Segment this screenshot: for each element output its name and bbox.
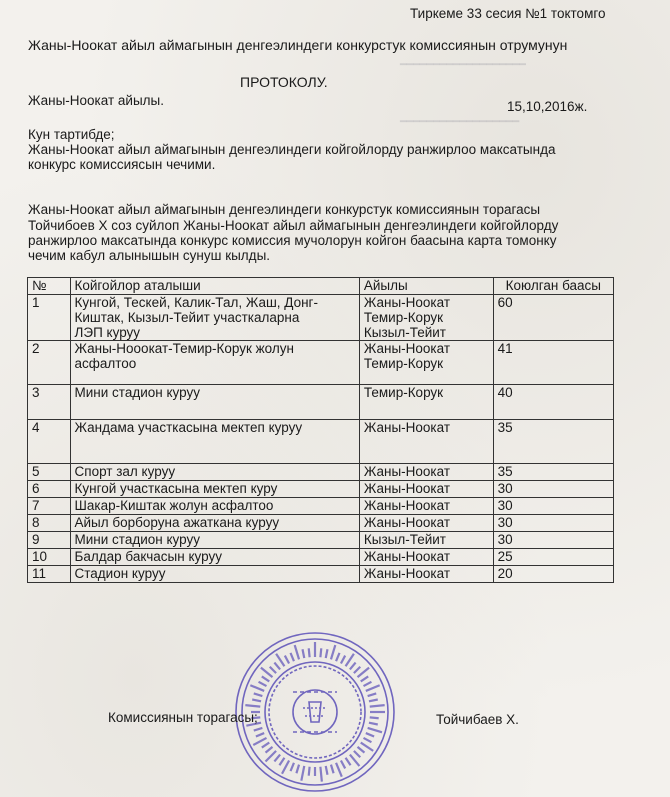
table-row [28, 498, 614, 515]
stamp-lettering-mark [370, 705, 385, 706]
signature-label: Комиссиянын торагасы; [108, 710, 258, 725]
village-line: Жаны-Ноокат [363, 341, 451, 356]
annex-reference: Тиркеме 33 сесия №1 токтомго [410, 6, 606, 21]
table-row [28, 295, 614, 341]
stamp-lettering-mark [366, 733, 374, 736]
name-line: ЛЭП куруу [74, 325, 141, 340]
stamp-lettering-mark [361, 676, 368, 681]
row-number: 11 [28, 566, 71, 583]
header-village: Айылы [359, 278, 493, 295]
row-village: Жаны-Ноокат [359, 498, 493, 515]
row-score: 25 [493, 549, 613, 566]
stamp-lettering-mark [366, 685, 380, 691]
stamp-lettering-mark [252, 700, 261, 702]
row-village: Темир-Корук [359, 385, 493, 420]
table-row [28, 566, 614, 583]
table-row [28, 420, 614, 464]
stamp-lettering-mark [259, 682, 267, 686]
bleed-through-text: ━━━━━━━━━━━━━━━━━━ [400, 116, 520, 128]
row-score: 41 [493, 341, 613, 385]
stamp-lettering-mark [361, 743, 373, 751]
village-line: Темир-Корук [363, 310, 444, 325]
stamp-lettering-mark [354, 751, 360, 757]
row-score: 30 [493, 498, 613, 515]
protocol-heading: ПРОТОКОЛУ. [240, 74, 328, 90]
stamp-lettering-mark [320, 767, 321, 782]
row-problem-name: Мини стадион куруу [70, 385, 359, 420]
stamp-lettering-mark [274, 663, 280, 670]
row-problem-name [70, 341, 359, 385]
stamp-lettering-mark [301, 766, 304, 781]
row-score: 35 [493, 464, 613, 481]
name-line: Киштак, Кызыл-Тейит участкаларна [74, 310, 300, 325]
stamp-lettering-mark [309, 767, 310, 776]
stamp-lettering-mark [326, 766, 328, 775]
intro-line: Жаны-Ноокат айыл аймагынын денгеэлиндеги конкурстук комиссиянын торагасы [28, 202, 541, 217]
agenda-label: Кун тартибде; [28, 127, 115, 142]
table-row [28, 549, 614, 566]
row-score: 40 [493, 385, 613, 420]
stamp-lettering-mark [368, 728, 382, 732]
table-row [28, 341, 614, 385]
name-line: Кунгой, Тескей, Калик-Тал, Жаш, Донг- [74, 295, 318, 310]
stamp-lettering-mark [368, 693, 377, 696]
stamp-lettering-mark [291, 653, 294, 661]
stamp-lettering-mark [369, 700, 378, 702]
stamp-lettering-mark [291, 763, 294, 771]
row-problem-name: Жандама участкасына мектеп куруу [70, 420, 359, 464]
row-score: 30 [493, 532, 613, 549]
stamp-lettering-mark [245, 705, 260, 706]
row-village: Жаны-Ноокат [359, 420, 493, 464]
row-number: 9 [28, 532, 71, 549]
row-village: Жаны-Ноокат [359, 515, 493, 532]
row-number: 3 [28, 385, 71, 420]
table-row [28, 515, 614, 532]
agenda-line: конкурс комиссиясын чечими. [28, 157, 216, 172]
row-number: 1 [28, 295, 71, 341]
table-row [28, 532, 614, 549]
row-number: 8 [28, 515, 71, 532]
row-score: 20 [493, 566, 613, 583]
row-number: 4 [28, 420, 71, 464]
row-village: Жаны-Ноокат [359, 464, 493, 481]
stamp-lettering-mark [350, 663, 356, 670]
row-problem-name: Айыл борборуна ажаткана куруу [70, 515, 359, 532]
row-village: Жаны-Ноокат [359, 566, 493, 583]
name-line: асфалтоо [74, 356, 137, 371]
stamp-lettering-mark [262, 743, 269, 748]
table-row [28, 385, 614, 420]
stamp-lettering-mark [296, 765, 299, 774]
row-score: 35 [493, 420, 613, 464]
row-number: 5 [28, 464, 71, 481]
row-problem-name: Шакар-Киштак жолун асфалтоо [70, 498, 359, 515]
stamp-lettering-mark [256, 733, 264, 736]
stamp-lettering-mark [295, 645, 299, 659]
header-score: Коюлган баасы [493, 278, 613, 295]
stamp-lettering-mark [364, 682, 372, 686]
signature-name: Тойчибаев Х. [436, 712, 519, 727]
intro-line: Тойчибоев Х соз суйлоп Жаны-Ноокат айыл аймагынын денгеэлиндеги койгойлорду [28, 218, 559, 233]
stamp-lettering-mark [254, 693, 263, 696]
stamp-lettering-mark [270, 667, 276, 673]
stamp-lettering-mark [346, 758, 351, 765]
stamp-lettering-mark [341, 761, 345, 769]
row-problem-name: Стадион куруу [70, 566, 359, 583]
stamp-lettering-mark [370, 717, 379, 718]
stamp-lettering-mark [276, 654, 284, 666]
village-line: Жаны-Ноокат [363, 295, 451, 310]
table-row [28, 464, 614, 481]
stamp-lettering-mark [279, 758, 284, 765]
village-line: Кызыл-Тейит [363, 325, 446, 340]
stamp-lettering-mark [262, 676, 269, 681]
intro-line: ранжирлоо максатында конкурс комиссия мучолорун койгон баасына карта томонку [28, 233, 557, 248]
stamp-lettering-mark [326, 649, 328, 658]
row-number: 7 [28, 498, 71, 515]
document-date: 15,10,2016ж. [507, 99, 588, 114]
row-village [359, 295, 493, 341]
stamp-lettering-mark [320, 648, 321, 657]
row-score: 30 [493, 515, 613, 532]
agenda-line: Жаны-Ноокат айыл аймагынын денгеэлиндеги койгойлорду ранжирлоо максатында [28, 142, 556, 157]
village-name: Жаны-Ноокат айылы. [28, 93, 164, 108]
stamp-lettering-mark [250, 685, 264, 691]
intro-line: чечим кабул алынышын сунуш кылды. [28, 248, 271, 263]
row-number: 2 [28, 341, 71, 385]
stamp-lettering-mark [331, 645, 335, 659]
stamp-lettering-mark [309, 648, 310, 657]
stamp-lettering-mark [358, 747, 365, 753]
village-line: Темир-Корук [363, 356, 444, 371]
stamp-lettering-mark [266, 747, 273, 753]
header-number: № [28, 278, 71, 295]
row-problem-name: Кунгой участкасына мектеп куру [70, 481, 359, 498]
row-problem-name: Спорт зал куруу [70, 464, 359, 481]
row-village: Кызыл-Тейит [359, 532, 493, 549]
stamp-lettering-mark [274, 755, 280, 762]
stamp-lettering-mark [336, 763, 342, 777]
row-score: 60 [493, 295, 613, 341]
stamp-lettering-mark [253, 738, 266, 745]
stamp-lettering-mark [331, 765, 334, 774]
row-problem-name: Мини стадион куруу [70, 532, 359, 549]
priorities-table [27, 277, 614, 583]
document-title: Жаны-Ноокат айыл аймагынын денгеэлиндеги конкурстук комиссиянын отрумунун [28, 37, 568, 53]
stamp-lettering-mark [364, 738, 372, 742]
stamp-lettering-mark [303, 649, 305, 658]
stamp-lettering-mark [354, 667, 360, 673]
stamp-lettering-mark [369, 723, 378, 725]
stamp-lettering-mark [282, 761, 289, 774]
stamp-lettering-mark [254, 728, 263, 731]
table-row [28, 481, 614, 498]
row-problem-name [70, 295, 359, 341]
name-line: Жаны-Нооокат-Темир-Корук жолун [74, 341, 294, 356]
row-village: Жаны-Ноокат [359, 481, 493, 498]
stamp-lettering-mark [336, 653, 339, 661]
stamp-lettering-mark [285, 656, 289, 664]
table-header-row [28, 278, 614, 295]
row-problem-name: Балдар бакчасын куруу [70, 549, 359, 566]
row-village: Жаны-Ноокат [359, 549, 493, 566]
stamp-lettering-mark [346, 654, 354, 666]
header-problem-name: Койгойлор аталыши [70, 278, 359, 295]
stamp-lettering-mark [341, 656, 345, 664]
bleed-through-text: ━━━━━━━━━━━━━━━━━━━ [400, 59, 526, 71]
row-number: 6 [28, 481, 71, 498]
row-village [359, 341, 493, 385]
row-score: 30 [493, 481, 613, 498]
row-number: 10 [28, 549, 71, 566]
